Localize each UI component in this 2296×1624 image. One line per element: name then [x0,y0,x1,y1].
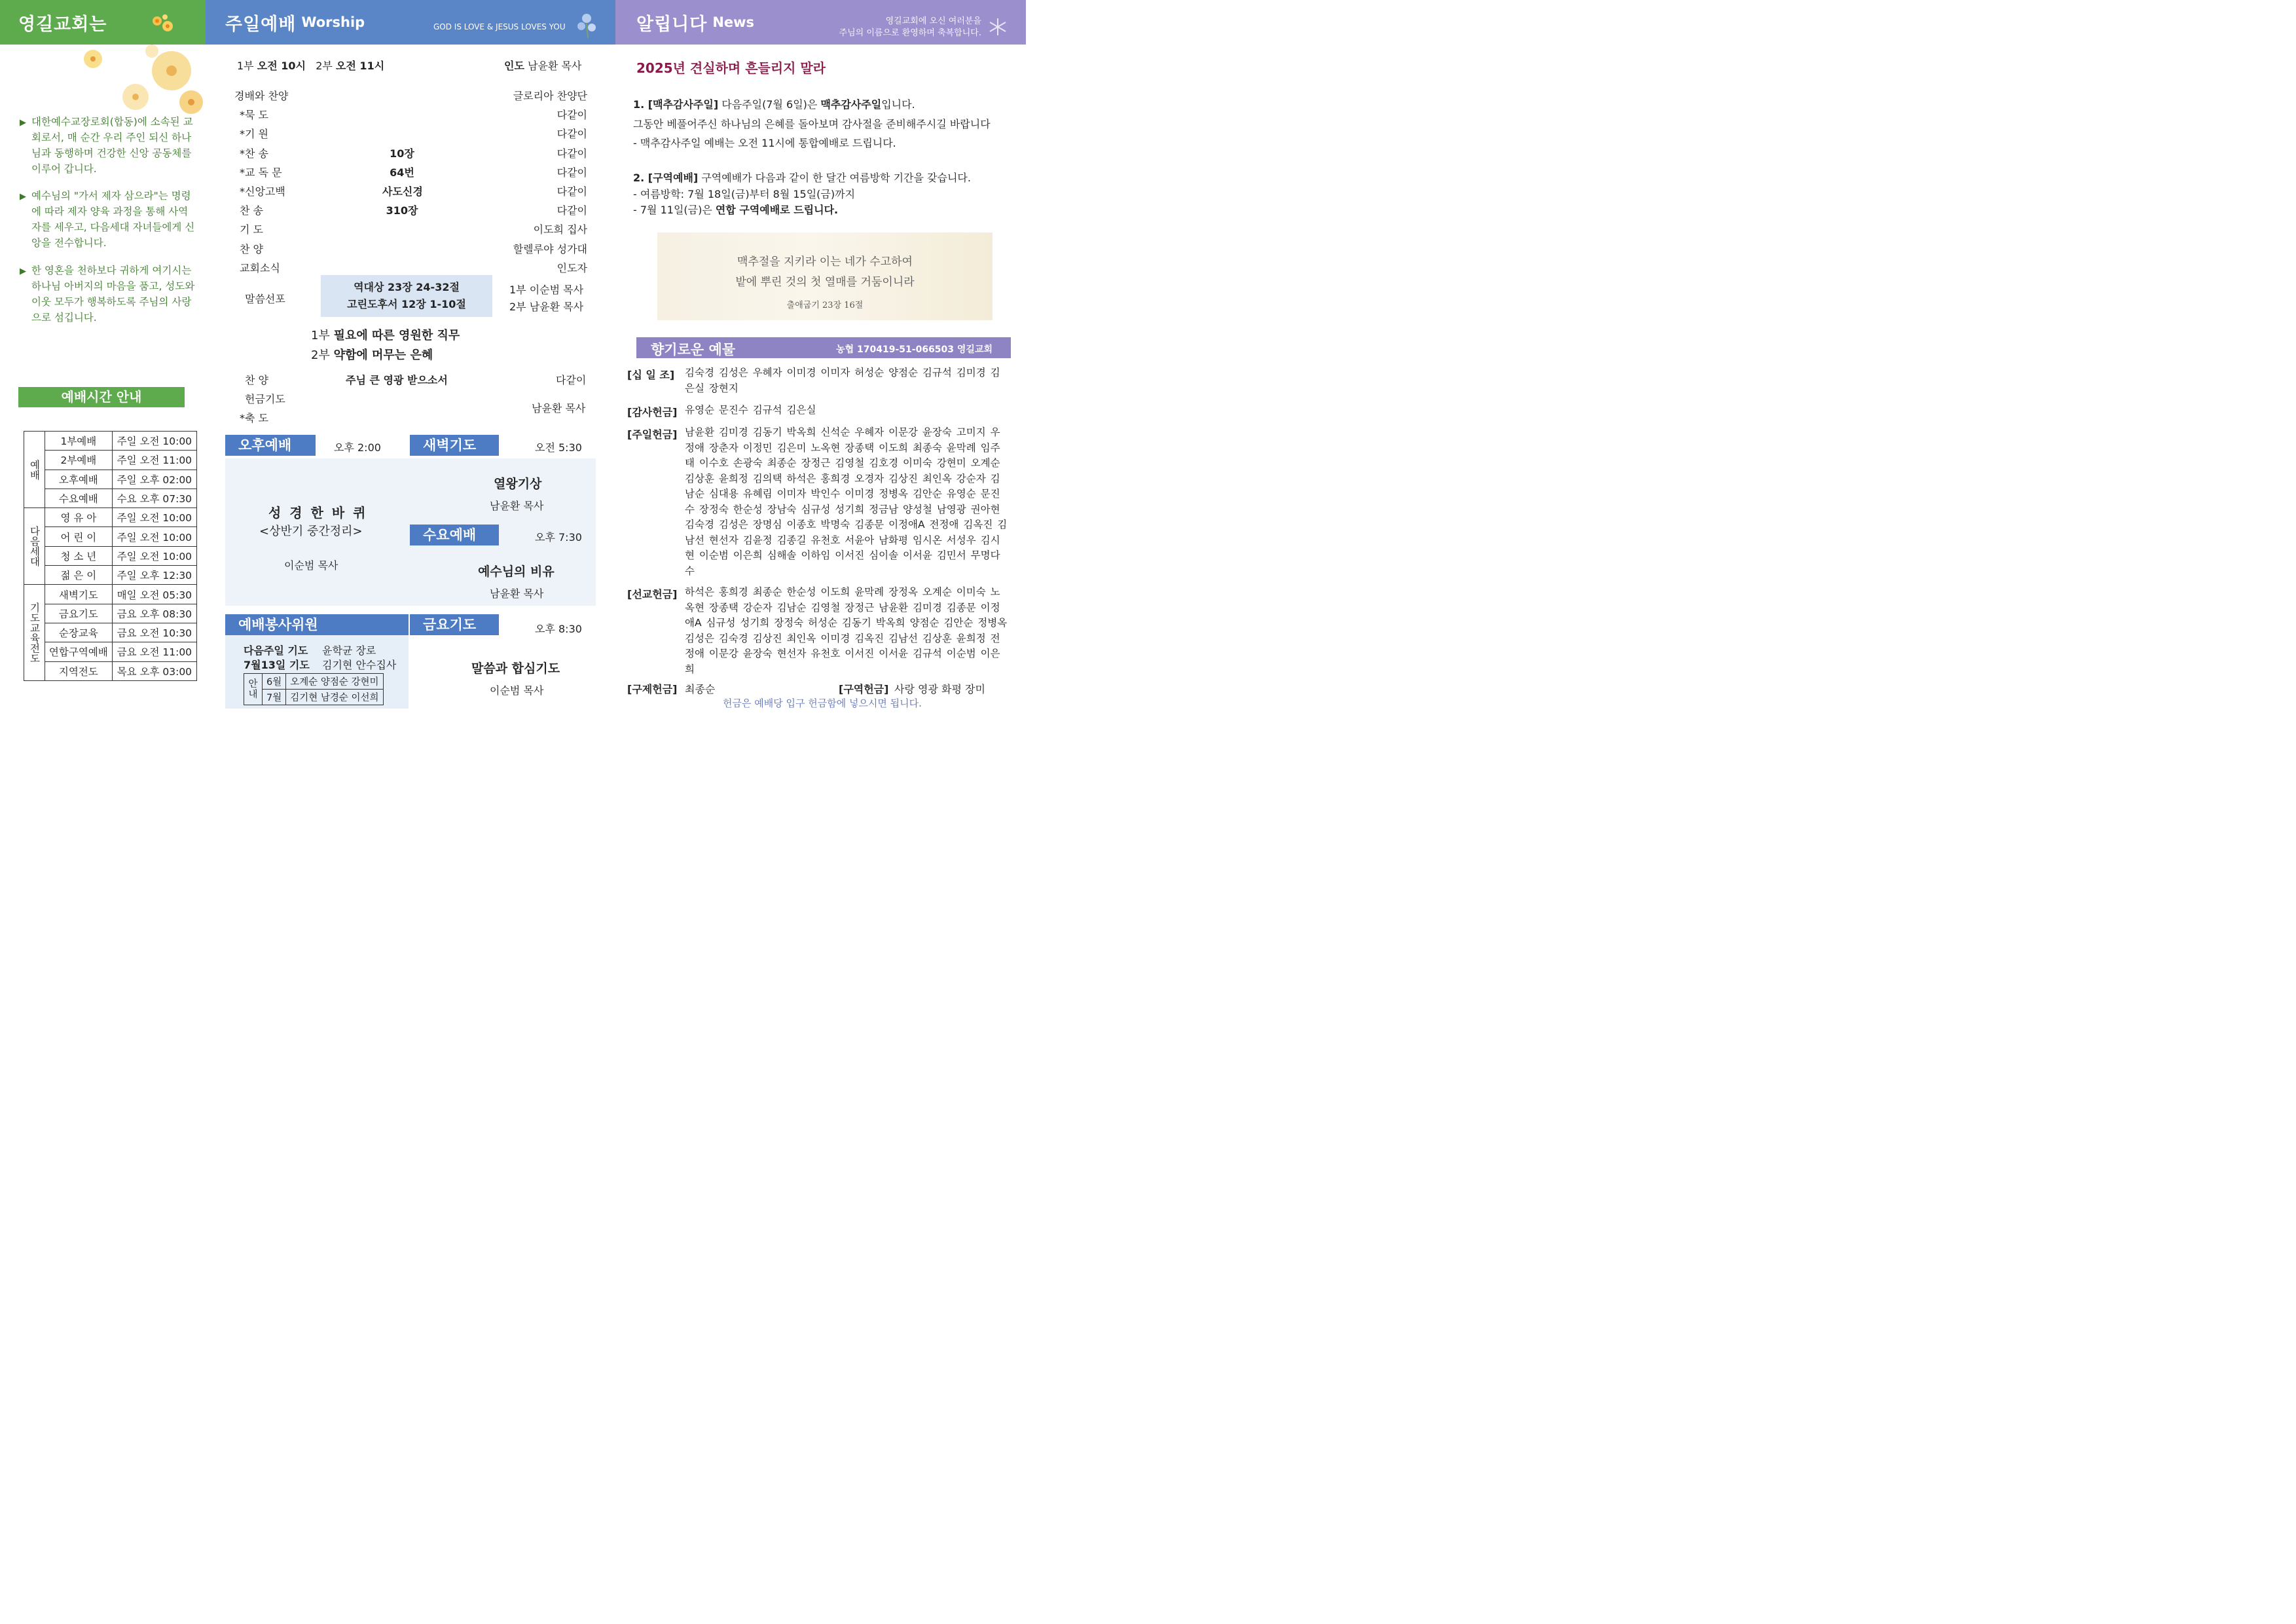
notice-2-line2: - 여름방학: 7월 18일(금)부터 8월 15일(금)까지 [633,188,856,200]
table-row [24,527,197,546]
schedule-name: 2부예배 [45,451,113,470]
dawn-time: 오전 5:30 [535,441,582,454]
schedule-time: 주일 오전 10:00 [112,508,196,527]
worship-title: 주일예배 [225,14,297,35]
schedule-time: 금요 오후 08:30 [112,604,196,623]
table-row [24,604,197,623]
wednesday-speaker: 남윤환 목사 [490,587,544,600]
schedule-category: 다음세대 [24,508,45,585]
order-item: 경배와 찬양 [234,90,289,102]
table-row [24,508,197,527]
friday-time: 오후 8:30 [535,623,582,635]
friday-label: 금요기도 [410,614,499,635]
schedule-category: 예배 [24,432,45,508]
closing-hymn: 주님 큰 영광 받으소서 [346,374,448,386]
order-who: 글로리아 찬양단 [513,90,587,102]
afternoon-label: 오후예배 [225,435,316,456]
scripture-2: 고린도후서 12장 1-10절 [347,298,466,310]
schedule-name: 순장교육 [45,623,113,642]
schedule-time: 주일 오후 02:00 [112,470,196,489]
table-row [24,546,197,565]
table-row [24,470,197,489]
order-who: 다같이 [556,147,587,160]
table-row [24,489,197,507]
wednesday-label: 수요예배 [410,525,499,545]
yearly-theme: 2025년 견실하며 흔들리지 말라 [636,60,826,76]
order-item: 기 도 [240,223,263,236]
order-who: 다같이 [556,128,587,140]
verse-line-2: 밭에 뿌린 것의 첫 열매를 거둠이니라 [735,276,915,289]
worship-slogan: GOD IS LOVE & JESUS LOVES YOU [433,22,566,31]
snowflake-icon [988,17,1008,37]
tithe-label: [십 일 조] [627,369,675,381]
usher-names: 김기현 남경순 이선희 [286,690,383,705]
sermon-label: 말씀선포 [245,293,285,305]
table-row [244,690,384,705]
district-label: [구역헌금] [839,683,889,695]
notice-2: 2. [구역예배] 구역예배가 다음과 같이 한 달간 여름방학 기간을 갖습니다. [633,172,971,184]
order-item: 교회소식 [240,262,280,274]
worship-leader: 인도 남윤환 목사 [504,60,582,72]
offering-title: 향기로운 예물 [651,342,736,358]
sunday-offering-names: 남윤환 김미경 김동기 박옥희 신석순 우혜자 이문강 윤장숙 고미지 우정애 장춘자 이정민 김은미 노옥현 장종택 이도희 최종숙 윤막례 임주태 이수호 손광숙 최종순 장정근 김영철 김호경 이미숙 강현미 오계순 김상훈 윤희정 김의택 하석은 홍희경 오경자 김상진 최인옥 강순자 김남순 심대용 유혜림 이미자 박인수 이미경 정병옥 김안순 유영순 문진수 장정숙 한순성 장남숙 심규성 성기희 정금남 양성철 남영광 권아현 김숙경 김성은 장명심 이종호 박명숙 김종문 이정애A 전정애 김옥진 김남선 현선자 김윤정 김종길 유천호 서윤아 남화평 임시온 서성우 김시현 이순범 이은희 심해솔 이하임 이서진 심이솔 이서윤 김민서 무명다수 [685,426,1008,577]
usher-label: 안내 [244,674,263,705]
committee-label: 예배봉사위원 [225,614,409,635]
dawn-title: 열왕기상 [494,477,542,491]
order-item: *교 독 문 [240,166,282,179]
order-detail: 10장 [390,147,414,160]
next-prayer-label: 다음주일 기도 [244,644,308,657]
next-prayer-name: 윤학균 장로 [322,644,376,657]
order-who: 다같이 [556,204,587,217]
order-item: 찬 송 [240,204,263,217]
schedule-table [24,431,197,681]
friday-title: 말씀과 합심기도 [471,661,560,676]
schedule-name: 금요기도 [45,604,113,623]
order-who: 할렐루야 성가대 [513,243,587,255]
afternoon-speaker: 이순범 목사 [284,559,338,572]
schedule-name: 지역전도 [45,661,113,680]
triangle-bullet-icon: ▶ [20,192,26,202]
afternoon-title: 성 경 한 바 퀴 [268,505,368,521]
tithe-names: 김숙경 김성은 우혜자 이미경 이미자 허성순 양점순 김규석 김미경 김은실 장현지 [685,367,1000,394]
table-row [24,585,197,604]
benediction-who: 남윤환 목사 [532,402,586,415]
table-row [24,642,197,661]
order-item: *묵 도 [240,109,268,121]
table-row [24,661,197,680]
closing-item: 헌금기도 [245,393,285,405]
schedule-name: 젊 은 이 [45,566,113,585]
worship-subtitle: Worship [301,14,365,30]
order-detail: 사도신경 [382,185,423,198]
schedule-name: 영 유 아 [45,508,113,527]
triangle-bullet-icon: ▶ [20,118,26,128]
worship-header [206,0,615,45]
order-who: 다같이 [556,185,587,198]
order-who: 다같이 [556,109,587,121]
schedule-name: 수요예배 [45,489,113,507]
order-who: 이도희 집사 [533,223,587,236]
intro-title: 영길교회는 [18,14,107,35]
order-item: *찬 송 [240,147,268,160]
wednesday-time: 오후 7:30 [535,531,582,544]
usher-table [244,673,384,705]
blue-flower-icon [574,8,600,39]
usher-names: 오계순 양점순 강현미 [286,674,383,690]
table-row [24,623,197,642]
district-names: 사랑 영광 화평 장미 [894,683,985,695]
verse-line-1: 맥추절을 지키라 이는 네가 수고하여 [737,255,913,268]
thanks-label: [감사헌금] [627,406,678,418]
dawn-speaker: 남윤환 목사 [490,500,544,512]
news-title: 알립니다 [636,14,708,35]
triangle-bullet-icon: ▶ [20,267,26,276]
table-row [244,674,384,690]
sermon-title-1: 1부 필요에 따른 영원한 직무 [311,329,460,342]
preacher-1: 1부 이순범 목사 [509,284,584,296]
closing-who: 다같이 [556,374,587,386]
flower-icon [149,13,177,35]
schedule-time: 주일 오전 10:00 [112,527,196,546]
mission-names: 하석은 홍희경 최종순 한순성 이도희 윤막례 장정옥 오계순 이미숙 노옥현 장종택 강순자 김남순 김영철 장정근 남윤환 김미경 김종문 이정애A 심규성 성기희 장정숙 허성순 김동기 박옥희 양점순 김안순 정병옥 김성은 김숙경 김상진 최인옥 이미경 김옥진 김남선 김상훈 윤희정 전정애 이문강 윤장숙 현선자 유천호 이서진 이서윤 김규석 이순범 이은희 [685,586,1008,675]
schedule-time: 목요 오후 03:00 [112,661,196,680]
wednesday-title: 예수님의 비유 [478,564,555,579]
schedule-name: 청 소 년 [45,546,113,565]
notice-1-line3: - 맥추감사주일 예배는 오전 11시에 통합예배로 드립니다. [633,137,896,149]
intro-paragraph-1: ▶ 대한예수교장로회(합동)에 소속된 교회로서, 매 순간 우리 주인 되신 하나님과 동행하며 건강한 신앙 공동체를 이루어 갑니다. [20,116,193,175]
order-item: *기 원 [240,128,268,140]
usher-month: 6월 [263,674,286,690]
order-item: 찬 양 [240,243,263,255]
schedule-time: 금요 오전 11:00 [112,642,196,661]
order-detail: 310장 [386,204,418,217]
schedule-name: 새벽기도 [45,585,113,604]
table-row [24,432,197,451]
schedule-name: 1부예배 [45,432,113,451]
welcome-text: 영길교회에 오신 여러분을 주님의 이름으로 환영하며 축복합니다. [839,16,981,38]
closing-item: 찬 양 [245,374,268,386]
schedule-title: 예배시간 안내 [18,387,185,407]
bank-account: 농협 170419-51-066503 영길교회 [836,344,993,355]
relief-names: 최종순 [685,683,716,695]
date-prayer-label: 7월13일 기도 [244,659,310,671]
usher-month: 7월 [263,690,286,705]
afternoon-time: 오후 2:00 [334,441,381,454]
schedule-name: 오후예배 [45,470,113,489]
sunday-offering-label: [주일헌금] [627,428,678,441]
thanks-names: 유영순 문진수 김규석 김은실 [685,404,816,416]
schedule-time: 주일 오전 11:00 [112,451,196,470]
order-who: 다같이 [556,166,587,179]
relief-label: [구제헌금] [627,683,678,695]
notice-1-line2: 그동안 베풀어주신 하나님의 은혜를 돌아보며 감사절을 준비해주시길 바랍니다 [633,118,991,130]
verse-reference: 출애굽기 23장 16절 [786,301,864,310]
notice-2-line3: - 7월 11일(금)은 연합 구역예배로 드립니다. [633,204,839,216]
afternoon-subtitle: <상반기 중간정리> [259,525,363,538]
table-row [24,566,197,585]
friday-speaker: 이순범 목사 [490,684,544,697]
news-header [615,0,1026,45]
intro-paragraph-2: ▶ 예수님의 "가서 제자 삼으라"는 명령에 따라 제자 양육 과정을 통해 사역자를 세우고, 다음세대 자녀들에게 신앙을 전수합니다. [20,190,195,249]
mission-label: [선교헌금] [627,588,678,600]
schedule-time: 수요 오후 07:30 [112,489,196,507]
verse-box [657,232,993,320]
intro-header [0,0,206,45]
closing-item: *축 도 [240,412,268,424]
flower-decoration-icon [73,45,206,117]
order-item: *신앙고백 [240,185,285,198]
scripture-box [321,275,492,317]
order-who: 인도자 [556,262,587,274]
worship-time-line: 1부 오전 10시 2부 오전 11시 [237,60,385,72]
table-row [24,451,197,470]
schedule-category: 기도교육전도 [24,585,45,680]
scripture-1: 역대상 23장 24-32절 [354,281,460,293]
sermon-title-2: 2부 약함에 머무는 은혜 [311,348,433,362]
schedule-time: 금요 오전 10:30 [112,623,196,642]
schedule-time: 주일 오전 10:00 [112,432,196,451]
order-detail: 64번 [390,166,414,179]
offering-footnote: 헌금은 예배당 입구 헌금함에 넣으시면 됩니다. [723,697,922,709]
news-subtitle: News [712,14,755,30]
schedule-time: 주일 오전 10:00 [112,546,196,565]
notice-1: 1. [맥추감사주일] 다음주일(7월 6일)은 맥추감사주일입니다. [633,98,915,111]
intro-paragraph-3: ▶ 한 영혼을 천하보다 귀하게 여기시는 하나님 아버지의 마음을 품고, 성도와 이웃 모두가 행복하도록 주님의 사랑으로 섬깁니다. [20,265,195,323]
date-prayer-name: 김기현 안수집사 [322,659,397,671]
schedule-name: 어 린 이 [45,527,113,546]
schedule-time: 매일 오전 05:30 [112,585,196,604]
schedule-time: 주일 오후 12:30 [112,566,196,585]
dawn-label: 새벽기도 [410,435,499,456]
offering-header [636,337,1011,358]
schedule-name: 연합구역예배 [45,642,113,661]
preacher-2: 2부 남윤환 목사 [509,301,584,313]
